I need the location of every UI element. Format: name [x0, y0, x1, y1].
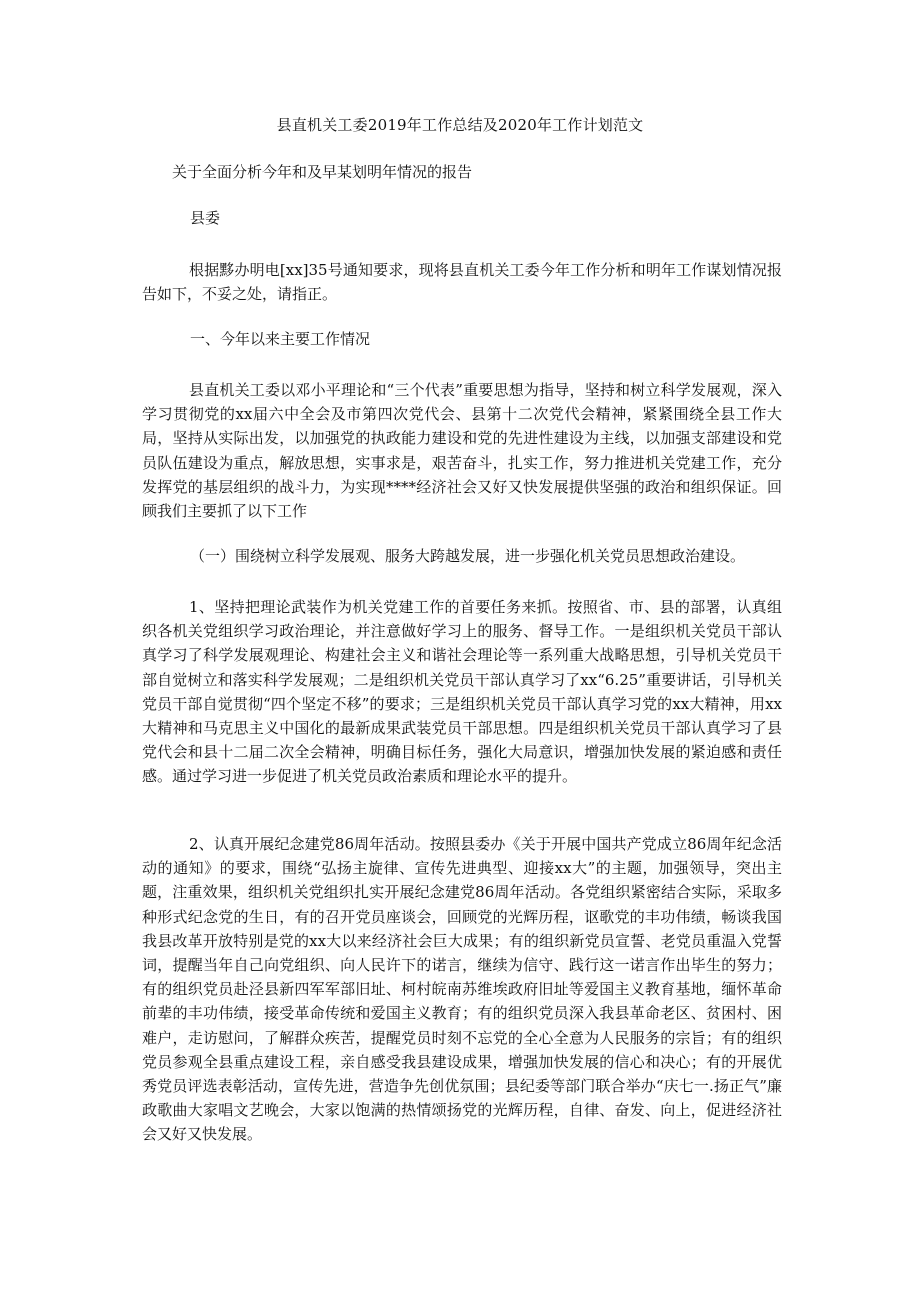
document-title: 县直机关工委2019年工作总结及2020年工作计划范文	[276, 116, 644, 134]
addressee: 县委	[190, 209, 221, 227]
subsection-heading: （一）围绕树立科学发展观、服务大跨越发展，进一步强化机关党员思想政治建设。	[190, 547, 746, 565]
item-paragraph-1: 1、坚持把理论武装作为机关党建工作的首要任务来抓。按照省、市、县的部署，认真组织各机关党组织学习政治理论，并注意做好学习上的服务、督导工作。一是组织机关党员干部认真学习了科学发展观理论、构建社会主义和谐社会理论等一系列重大战略思想，引导机关党员干部自觉树立和落实科学发展观；二是组织机关党员干部认真学习了xx“6.25”重要讲话，引导机关党员干部自觉贯彻“四个坚定不移”的要求；三是组织机关党员干部认真学习党的xx大精神，用xx大精神和马克思主义中国化的最新成果武装党员干部思想。四是组织机关党员干部认真学习了县党代会和县十二届二次全会精神，明确目标任务，强化大局意识，增强加快发展的紧迫感和责任感。通过学习进一步促进了机关党员政治素质和理论水平的提升。	[142, 598, 782, 786]
item-paragraph-2: 2、认真开展纪念建党86周年活动。按照县委办《关于开展中国共产党成立86周年纪念活动的通知》的要求，围绕“弘扬主旋律、宣传先进典型、迎接xx大”的主题，加强领导，突出主题，注重效果，组织机关党组织扎实开展纪念建党86周年活动。各党组织紧密结合实际，采取多种形式纪念党的生日，有的召开党员座谈会，回顾党的光辉历程，讴歌党的丰功伟绩，畅谈我国我县改革开放特别是党的xx大以来经济社会巨大成果；有的组织新党员宣誓、老党员重温入党誓词，提醒当年自己向党组织、向人民许下的诺言，继续为信守、践行这一诺言作出毕生的努力；有的组织党员赴泾县新四军军部旧址、柯村皖南苏维埃政府旧址等爱国主义教育基地，缅怀革命前辈的丰功伟绩，接受革命传统和爱国主义教育；有的组织党员深入我县革命老区、贫困村、困难户，走访慰问，了解群众疾苦，提醒党员时刻不忘党的全心全意为人民服务的宗旨；有的组织党员参观全县重点建设工程，亲自感受我县建设成果，增强加快发展的信心和决心；有的开展优秀党员评选表彰活动，宣传先进，营造争先创优氛围；县纪委等部门联合举办“庆七一.扬正气”廉政歌曲大家唱文艺晚会，大家以饱满的热情颂扬党的光辉历程，自律、奋发、向上，促进经济社会又好又快发展。	[142, 835, 782, 1144]
section-heading: 一、今年以来主要工作情况	[190, 330, 371, 348]
intro-paragraph: 根据黟办明电[xx]35号通知要求，现将县直机关工委今年工作分析和明年工作谋划情况报告如下，不妥之处，请指正。	[142, 261, 782, 304]
report-subtitle: 关于全面分析今年和及早某划明年情况的报告	[172, 163, 473, 181]
section-paragraph: 县直机关工委以邓小平理论和“三个代表”重要思想为指导，坚持和树立科学发展观，深入学习贯彻党的xx届六中全会及市第四次党代会、县第十二次党代会精神，紧紧围绕全县工作大局，坚持从实际出发，以加强党的执政能力建设和党的先进性建设为主线，以加强支部建设和党员队伍建设为重点，解放思想，实事求是，艰苦奋斗，扎实工作，努力推进机关党建工作，充分发挥党的基层组织的战斗力，为实现****经济社会又好又快发展提供坚强的政治和组织保证。回顾我们主要抓了以下工作	[142, 381, 782, 521]
